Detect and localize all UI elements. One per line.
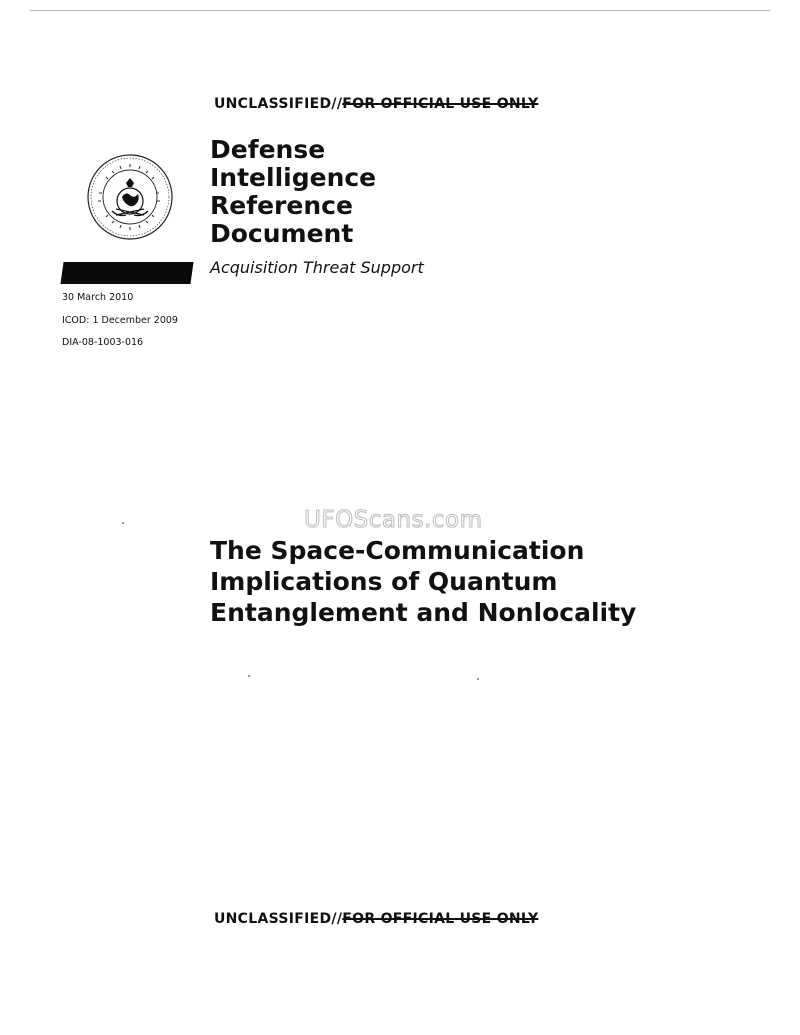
scan-speck (477, 678, 479, 680)
document-title-line: Implications of Quantum (210, 567, 558, 596)
header-classification-marking (214, 96, 538, 112)
agency-seal-icon (86, 153, 174, 241)
header-classification-prefix: UNCLASSIFIED// (214, 96, 343, 112)
footer-classification-prefix: UNCLASSIFIED// (214, 911, 343, 927)
document-date: 30 March 2010 (62, 292, 134, 303)
scan-edge-line (30, 10, 770, 11)
scan-speck (122, 522, 124, 524)
watermark-text: UFOScans.com (304, 507, 483, 533)
document-type-line: Document (210, 219, 354, 248)
document-type-heading (210, 136, 376, 248)
document-type-line: Defense (210, 135, 326, 164)
document-title-line: The Space-Communication (210, 536, 585, 565)
document-title-line: Entanglement and Nonlocality (210, 598, 637, 627)
scan-speck (248, 675, 250, 677)
document-type-line: Intelligence (210, 163, 377, 192)
document-subtitle: Acquisition Threat Support (210, 258, 424, 277)
document-icod: ICOD: 1 December 2009 (62, 315, 178, 326)
document-type-line: Reference (210, 191, 353, 220)
footer-classification-marking (214, 911, 538, 927)
redaction-block (60, 262, 193, 284)
document-title (210, 535, 636, 628)
document-number: DIA-08-1003-016 (62, 337, 144, 348)
header-classification-struck: FOR OFFICIAL USE ONLY (342, 96, 539, 112)
footer-classification-struck: FOR OFFICIAL USE ONLY (342, 911, 539, 927)
